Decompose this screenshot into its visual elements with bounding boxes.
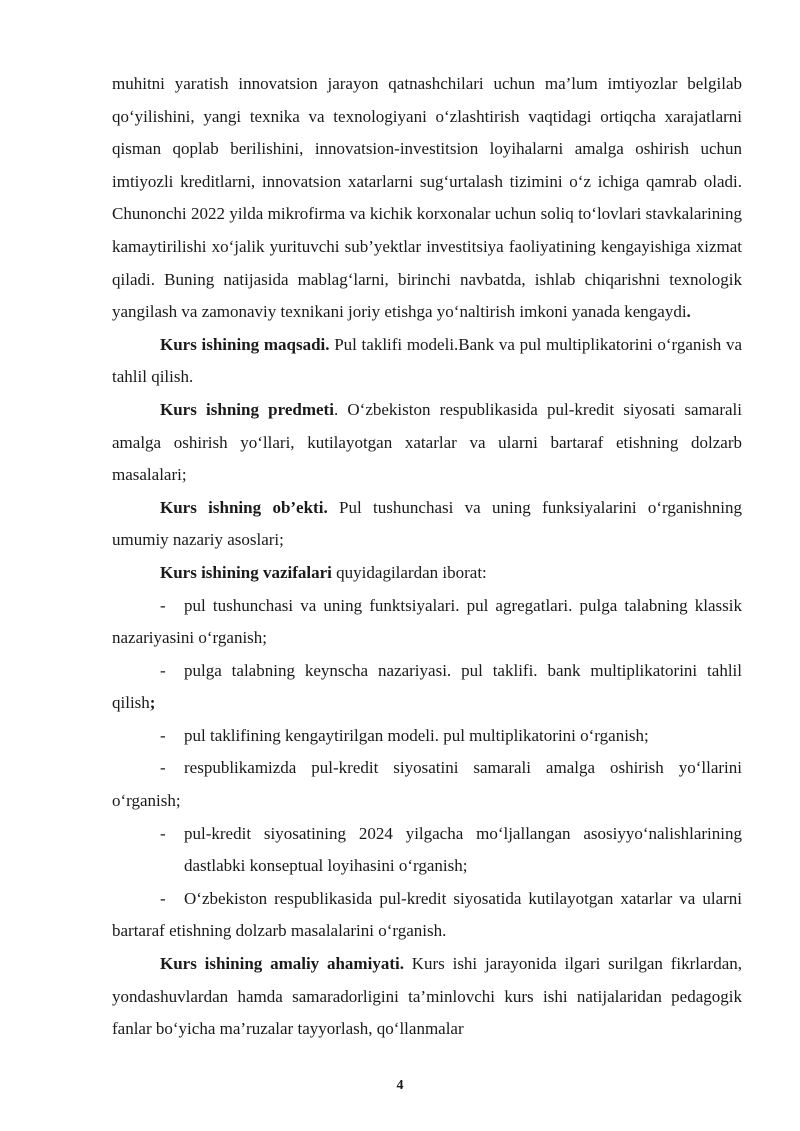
task-item: [112, 818, 742, 883]
intro-end-mark: .: [686, 302, 691, 322]
task-text: pul taklifining kengaytirilgan modeli. pul multiplikatorini o‘rganish;: [184, 725, 649, 745]
tasks-label: Kurs ishining vazifalari: [160, 562, 332, 582]
dash-marker: -: [160, 725, 166, 745]
tasks-intro-text: quyidagilardan iborat:: [331, 562, 487, 582]
practical-paragraph: [112, 948, 742, 1046]
object-paragraph: [112, 492, 742, 557]
intro-paragraph: [112, 68, 742, 329]
practical-label: Kurs ishining amaliy ahamiyati.: [160, 954, 404, 974]
subject-label: Kurs ishning predmeti: [160, 399, 334, 419]
document-page: [112, 68, 742, 1046]
subject-paragraph: [112, 394, 742, 492]
dash-marker: -: [160, 758, 166, 778]
task-text: pul tushunchasi va uning funktsiyalari. pul agregatlari. pulga talabning klassik nazariyasini o‘rganish;: [112, 595, 742, 648]
dash-marker: -: [160, 595, 166, 615]
aim-label: Kurs ishining maqsadi.: [160, 334, 330, 354]
task-text: pul-kredit siyosatining 2024 yilgacha mo‘ljallangan asosiyyo‘nalishlarining dastlabki konseptual loyihasini o‘rganish;: [184, 823, 742, 876]
task-item: [112, 655, 742, 720]
task-item: [112, 883, 742, 948]
dash-marker: -: [160, 888, 166, 908]
task-text: respublikamizda pul-kredit siyosatini samarali amalga oshirish yo‘llarini o‘rganish;: [112, 758, 742, 811]
task-text: O‘zbekiston respublikasida pul-kredit siyosatida kutilayotgan xatarlar va ularni bartaraf etishning dolzarb masalalarini o‘rganish.: [112, 888, 742, 941]
object-text: Pul tushunchasi va uning funksiyalarini o‘rganishning umumiy nazariy asoslari;: [112, 497, 743, 550]
task-text: pulga talabning keynscha nazariyasi. pul taklifi. bank multiplikatorini tahlil qilish: [112, 660, 742, 713]
task-item: [112, 720, 742, 753]
aim-paragraph: [112, 329, 742, 394]
intro-text: muhitni yaratish innovatsion jarayon qatnashchilari uchun ma’lum imtiyozlar belgilab qo‘yilishini, yangi texnika va texnologiyani o‘zlashtirish vaqtidagi ortiqcha xarajatlarni qisman qoplab berilishini, innovatsion-investitsion loyihalarni amalga oshirish uchun imtiyozli kreditlarni, innovatsion xatarlarni sug‘urtalash tizimini o‘z ichiga qamrab oladi. Chunonchi 2022 yilda mikrofirma va kichik korxonalar uchun soliq to‘lovlari stavkalarining kamaytirilishi xo‘jalik yurituvchi sub’yektlar investitsiya faoliyatining kengayishiga xizmat qiladi. Buning natijasida mablag‘larni, birinchi navbatda, ishlab chiqarishni texnologik yangilash va zamonaviy texnikani joriy etishga yo‘naltirish imkoni yanada kengaydi: [112, 74, 742, 322]
practical-text: Kurs ishi jarayonida ilgari surilgan fikrlardan, yondashuvlardan hamda samaradorligini ta’minlovchi kurs ishi natijalaridan pedagogik fanlar bo‘yicha ma’ruzalar tayyorlash, qo‘llanmalar: [112, 954, 742, 1039]
task-end-mark: ;: [149, 693, 156, 713]
subject-text: . O‘zbekiston respublikasida pul-kredit siyosati samarali amalga oshirish yo‘llari, kutilayotgan xatarlar va ularni bartaraf etishning dolzarb masalalari;: [112, 399, 742, 485]
tasks-heading-paragraph: [112, 557, 742, 590]
task-item: [112, 590, 742, 655]
page-number: 4: [396, 1078, 404, 1093]
task-item: [112, 752, 742, 817]
dash-marker: -: [160, 660, 166, 680]
aim-text: Pul taklifi modeli.Bank va pul multiplikatorini o‘rganish va tahlil qilish.: [112, 334, 742, 387]
dash-marker: -: [160, 823, 166, 843]
object-label: Kurs ishning ob’ekti.: [160, 497, 328, 517]
